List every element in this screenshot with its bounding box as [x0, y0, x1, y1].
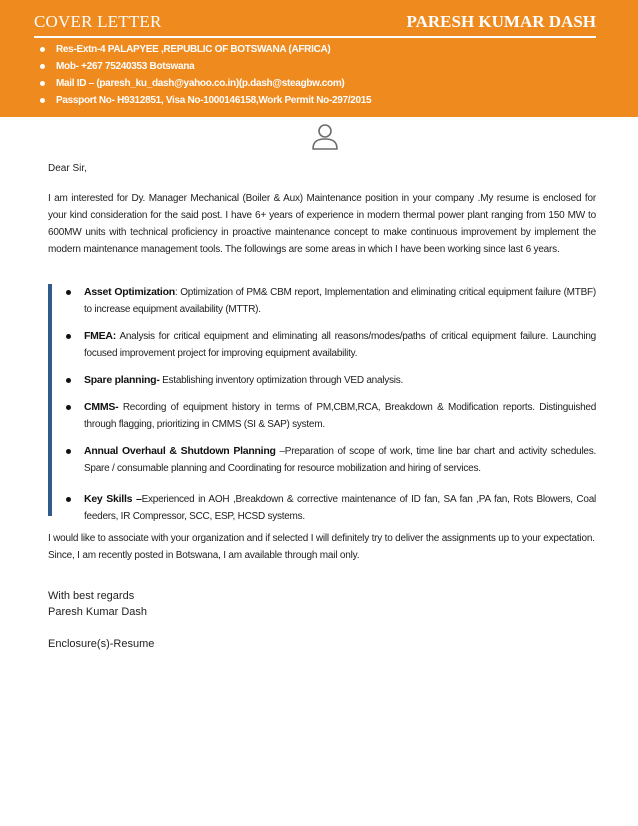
contact-mobile	[38, 58, 371, 75]
bullet-icon	[66, 378, 71, 383]
closing-paragraph: I would like to associate with your organization and if selected I will definitely try to deliver the assignments up to your expectation. Since, I am recently posted in Botswana, I am available through mail only.	[48, 533, 595, 561]
bullet-icon	[66, 334, 71, 339]
area-term: Asset Optimization	[84, 286, 175, 298]
signature-block	[48, 588, 147, 620]
area-item	[62, 443, 596, 477]
bullet-icon	[66, 449, 71, 454]
contact-email-text: Mail ID – (paresh_ku_dash@yahoo.co.in)(p.dash@steagbw.com)	[56, 78, 345, 89]
salutation: Dear Sir,	[48, 163, 87, 174]
intro-paragraph: I am interested for Dy. Manager Mechanical (Boiler & Aux) Maintenance position in your company .My resume is enclosed for your kind consideration for the said post. I have 6+ years of experience in modern thermal power plant ranging from 150 MW to 600MW units with technical proficiency in proactive maintenance concept to make continuous improvement by implement the modern maintenance management tools. The followings are some areas in which I have been working since last 6 years.	[48, 193, 596, 255]
contact-passport-text: Passport No- H9312851, Visa No-1000146158,Work Permit No-297/2015	[56, 95, 372, 106]
applicant-name: PARESH KUMAR DASH	[406, 12, 596, 31]
contact-address-text: Res-Extn-4 PALAPYEE ,REPUBLIC OF BOTSWANA (AFRICA)	[56, 44, 331, 55]
signature-name: Paresh Kumar Dash	[48, 606, 148, 618]
area-term: Annual Overhaul & Shutdown Planning	[84, 445, 276, 457]
header-divider	[34, 36, 596, 38]
contact-email	[38, 75, 371, 92]
area-item	[62, 328, 596, 362]
areas-accent-bar	[48, 284, 52, 516]
bullet-icon	[40, 81, 45, 86]
enclosure-note: Enclosure(s)-Resume	[48, 638, 155, 650]
header-banner	[0, 0, 638, 117]
person-outline-icon	[310, 122, 340, 152]
area-description: Experienced in AOH ,Breakdown & corrective maintenance of ID fan, SA fan ,PA fan, Rots Blowers, Coal feeders, IR Compressor, SCC, ESP, HCSD systems.	[84, 494, 597, 522]
area-term: Key Skills –	[84, 493, 142, 505]
bullet-icon	[40, 47, 45, 52]
area-description: Optimization of PM& CBM report, Implementation and eliminating critical equipment failure (MTBF) to increase equipment availability (MTTR).	[84, 287, 596, 315]
contact-mobile-text: Mob- +267 75240353 Botswana	[56, 61, 195, 72]
area-term: FMEA:	[84, 330, 116, 342]
bullet-icon	[40, 98, 45, 103]
area-item	[62, 491, 596, 525]
area-separator: :	[174, 287, 181, 298]
area-description: –Preparation of scope of work, time line bar chart and activity schedules. Spare / consumable planning and Coordinating for resource mobilization and hiring of services.	[84, 446, 597, 474]
contact-passport	[38, 92, 371, 109]
regards-text: With best regards	[48, 590, 135, 602]
header-title-row	[34, 12, 596, 36]
area-description: Establishing inventory optimization through VED analysis.	[162, 375, 404, 386]
areas-list	[62, 284, 596, 525]
area-item	[62, 372, 596, 389]
bullet-icon	[66, 405, 71, 410]
contact-list	[38, 41, 371, 109]
bullet-icon	[66, 290, 71, 295]
area-item	[62, 284, 596, 318]
contact-address	[38, 41, 371, 58]
area-term: CMMS-	[84, 401, 119, 413]
area-item	[62, 399, 596, 433]
area-description: Analysis for critical equipment and eliminating all reasons/modes/paths of critical equipment failure. Launching focused improvement project for improving equipment availability.	[84, 331, 596, 359]
bullet-icon	[66, 497, 71, 502]
cover-letter-label: COVER LETTER	[34, 12, 162, 31]
area-description: Recording of equipment history in terms of PM,CBM,RCA, Breakdown & Modification reports. Distinguished through flagging, prioritizing in CMMS (SI & SAP) system.	[84, 402, 597, 430]
bullet-icon	[40, 64, 45, 69]
area-term: Spare planning-	[84, 374, 160, 386]
